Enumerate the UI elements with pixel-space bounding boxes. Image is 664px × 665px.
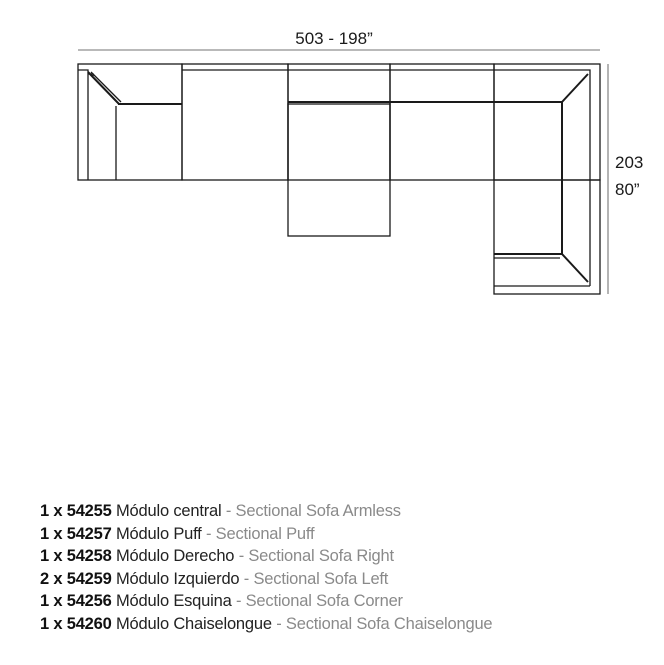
part-name-es: Módulo central (116, 502, 222, 520)
list-item (40, 568, 492, 591)
part-quantity: 1 x (40, 592, 63, 611)
part-name-en: Sectional Sofa Corner (245, 592, 403, 611)
part-code: 54256 (66, 592, 112, 611)
sofa-module-right (390, 64, 494, 180)
part-code: 54259 (66, 569, 112, 588)
part-code: 54255 (66, 502, 112, 520)
part-separator: - (205, 524, 212, 543)
list-item (40, 590, 492, 613)
depth-label-in: 80” (615, 180, 640, 199)
part-name-es: Módulo Derecho (116, 547, 235, 566)
part-name-en: Sectional Puff (215, 524, 315, 543)
part-code: 54258 (66, 547, 112, 566)
depth-label-cm: 203 (615, 153, 644, 172)
sofa-module-left-2 (288, 64, 390, 180)
sofa-module-left (78, 64, 182, 180)
part-quantity: 1 x (40, 614, 63, 633)
part-quantity: 1 x (40, 547, 63, 566)
part-quantity: 2 x (40, 569, 63, 588)
width-label: 503 - 198” (295, 29, 373, 48)
part-separator: - (243, 569, 250, 588)
part-quantity: 1 x (40, 502, 63, 520)
part-separator: - (276, 614, 282, 633)
list-item (40, 613, 492, 636)
part-separator: - (238, 547, 244, 566)
part-name-es: Módulo Chaiselongue (116, 614, 272, 633)
part-name-en: Sectional Sofa Right (248, 547, 394, 566)
sofa-module-corner (494, 64, 600, 180)
part-name-en: Sectional Sofa Left (253, 569, 389, 588)
part-separator: - (225, 502, 232, 520)
sofa-module-chaiselongue (494, 180, 600, 294)
part-name-en: Sectional Sofa Armless (235, 502, 401, 520)
parts-list (40, 500, 492, 636)
list-item (40, 523, 492, 546)
part-code: 54260 (66, 614, 112, 633)
part-name-es: Módulo Izquierdo (116, 569, 240, 588)
part-separator: - (235, 592, 242, 611)
part-name-es: Módulo Esquina (116, 592, 232, 611)
list-item (40, 500, 492, 523)
sofa-module-central (182, 64, 288, 180)
sofa-module-puff (288, 104, 390, 236)
part-name-en: Sectional Sofa Chaiselongue (285, 614, 493, 633)
list-item (40, 545, 492, 568)
part-code: 54257 (66, 524, 112, 543)
part-quantity: 1 x (40, 524, 63, 543)
part-name-es: Módulo Puff (116, 524, 202, 543)
